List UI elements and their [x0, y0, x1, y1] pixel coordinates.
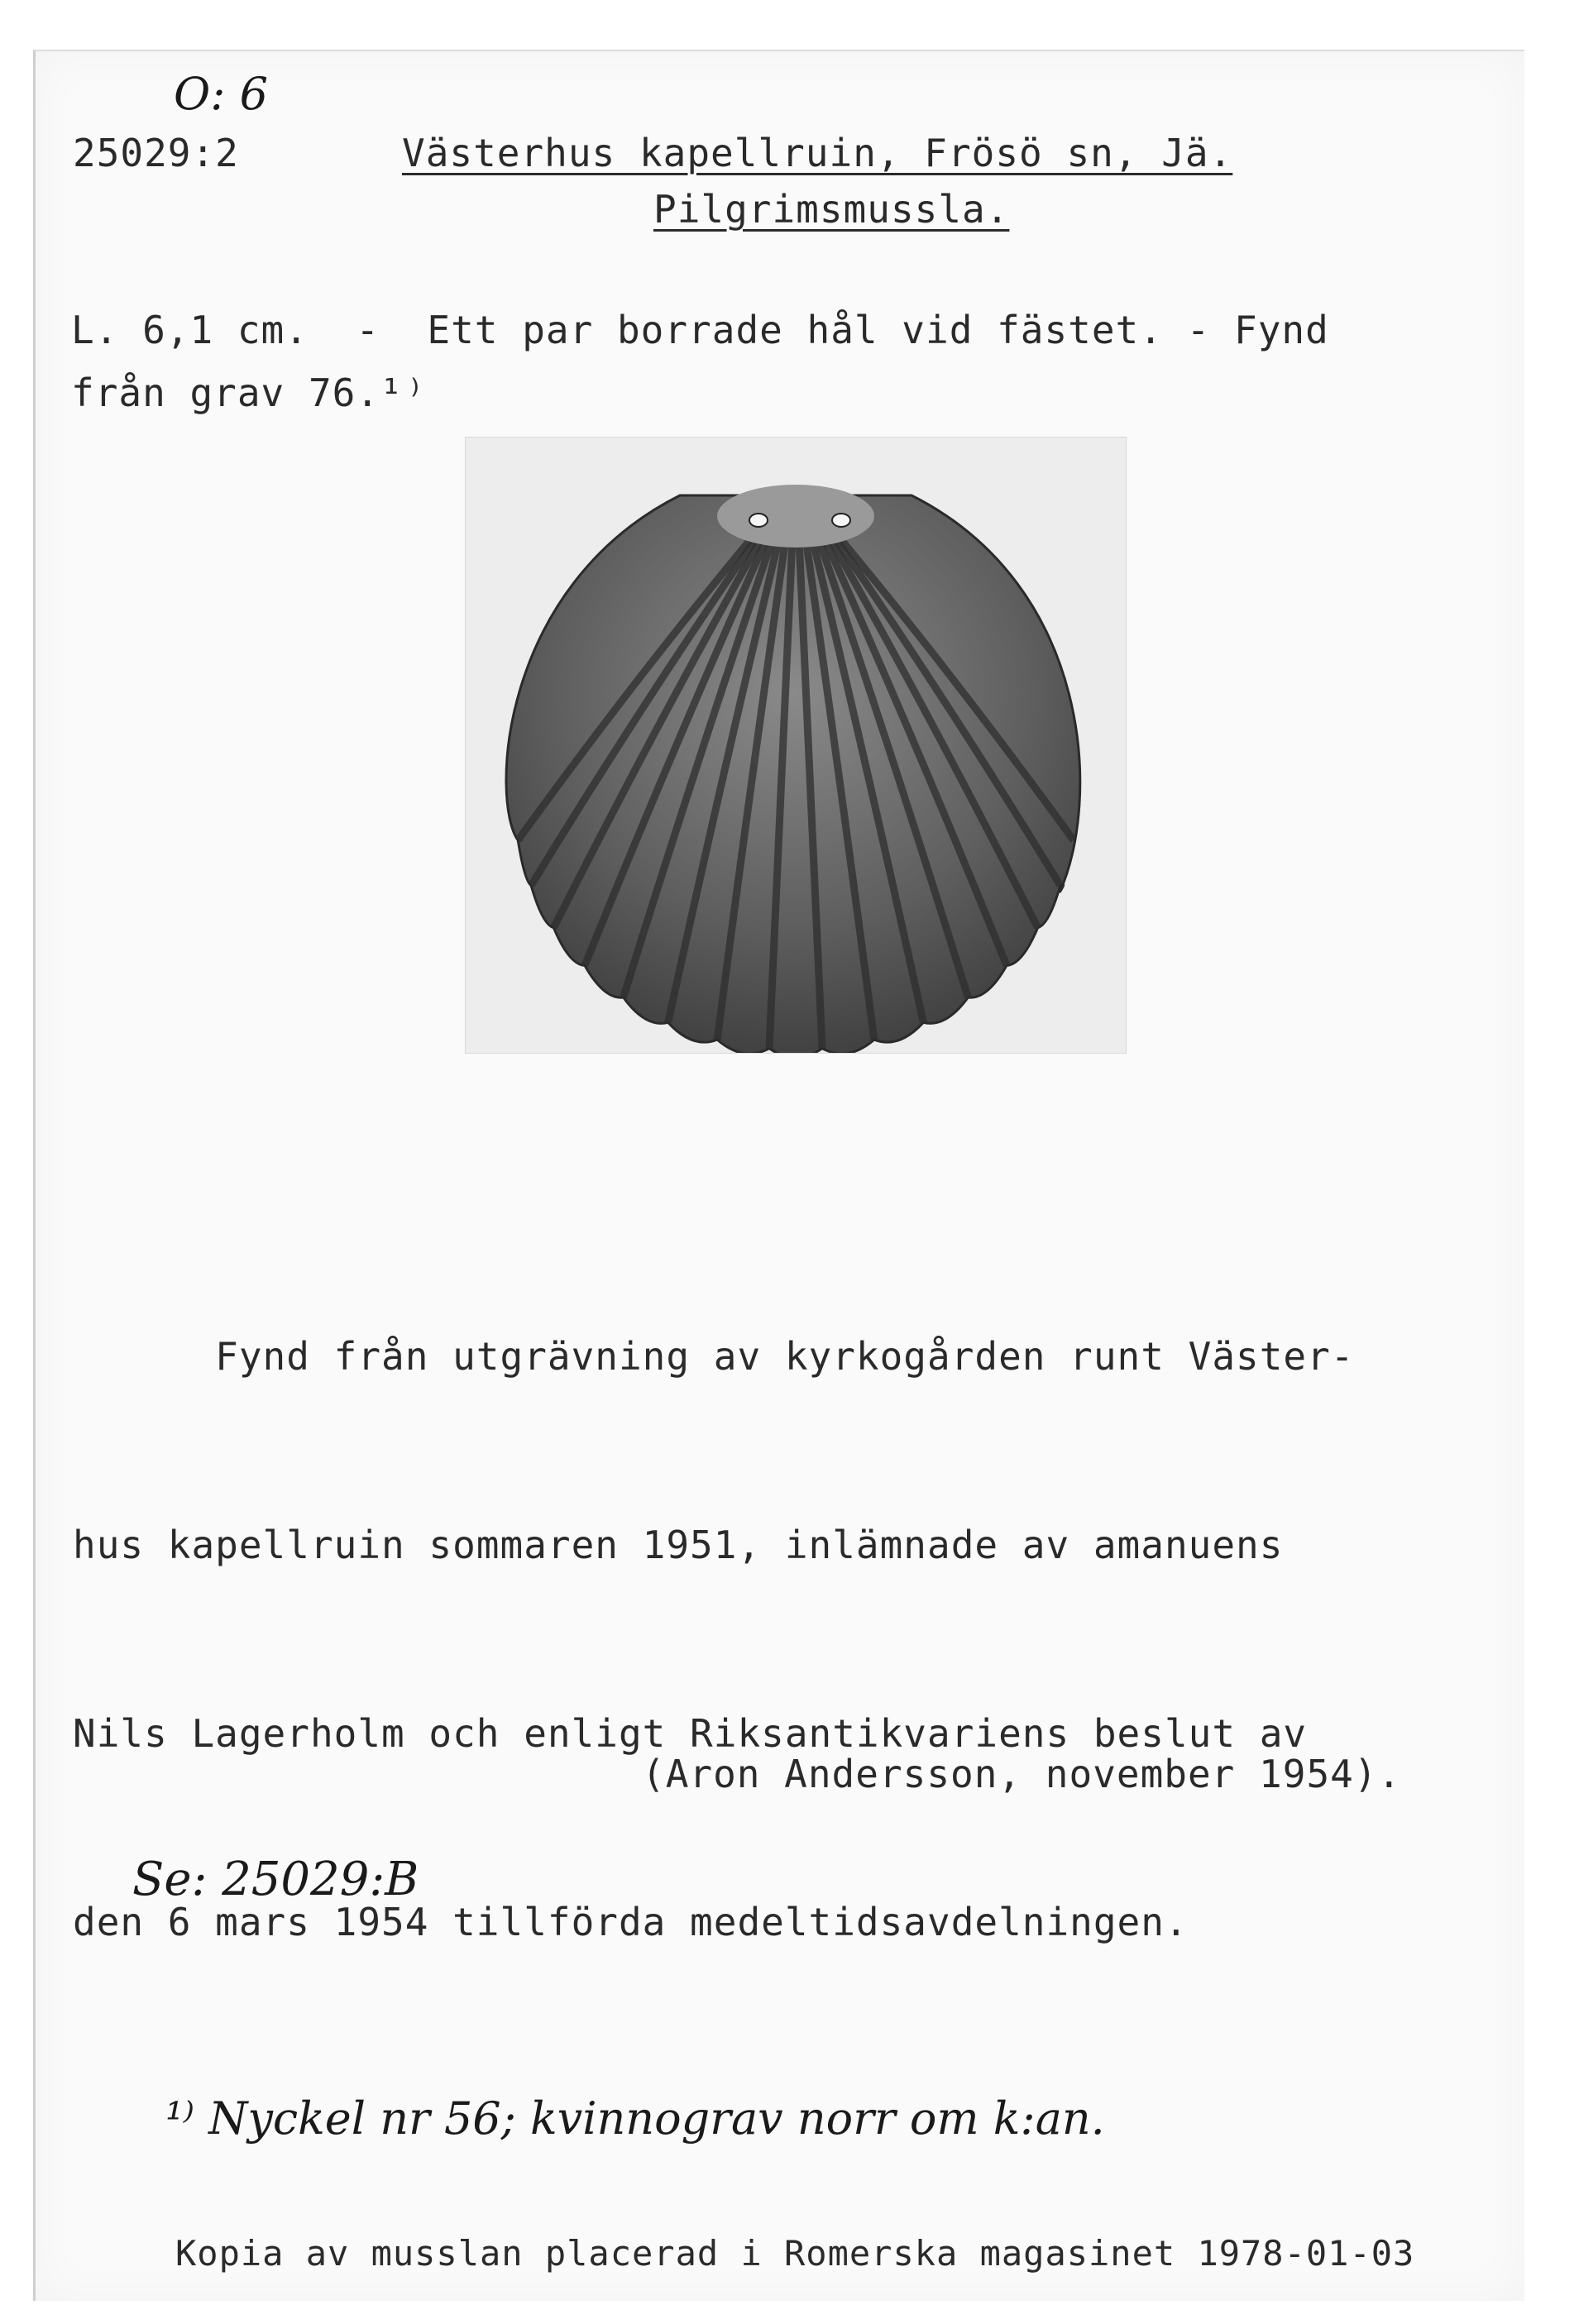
title-object: Pilgrimsmussla.: [653, 187, 1010, 232]
drilled-hole: [832, 514, 850, 527]
paragraph-line: Nils Lagerholm och enligt Riksantikvariens beslut av: [73, 1711, 1308, 1756]
paragraph-line: Fynd från utgrävning av kyrkogården runt Väster-: [73, 1334, 1355, 1379]
description-line-1: L. 6,1 cm. - Ett par borrade hål vid fästet. - Fynd: [71, 308, 1329, 352]
handwritten-footnote: ¹⁾ Nyckel nr 56; kvinnograv norr om k:an.: [165, 2092, 1105, 2145]
handwritten-shelf-mark: O: 6: [174, 68, 268, 120]
footer-note: Kopia av musslan placerad i Romerska magasinet 1978-01-03: [175, 2233, 1415, 2274]
accession-number: 25029:2: [73, 131, 239, 175]
title-site: Västerhus kapellruin, Frösö sn, Jä.: [402, 131, 1233, 175]
paragraph-line: den 6 mars 1954 tillförda medeltidsavdelningen.: [73, 1900, 1189, 1944]
drilled-hole: [749, 514, 768, 527]
paragraph-line: hus kapellruin sommaren 1951, inlämnade av amanuens: [73, 1523, 1284, 1567]
author-signature: (Aron Andersson, november 1954).: [642, 1752, 1402, 1796]
description-line-2: från grav 76.¹⁾: [71, 371, 428, 415]
handwritten-reference: Se: 25029:B: [132, 1853, 419, 1906]
shell-photograph: [465, 437, 1127, 1054]
scallop-shell-image: [466, 438, 1126, 1053]
shell-hinge: [717, 485, 874, 548]
